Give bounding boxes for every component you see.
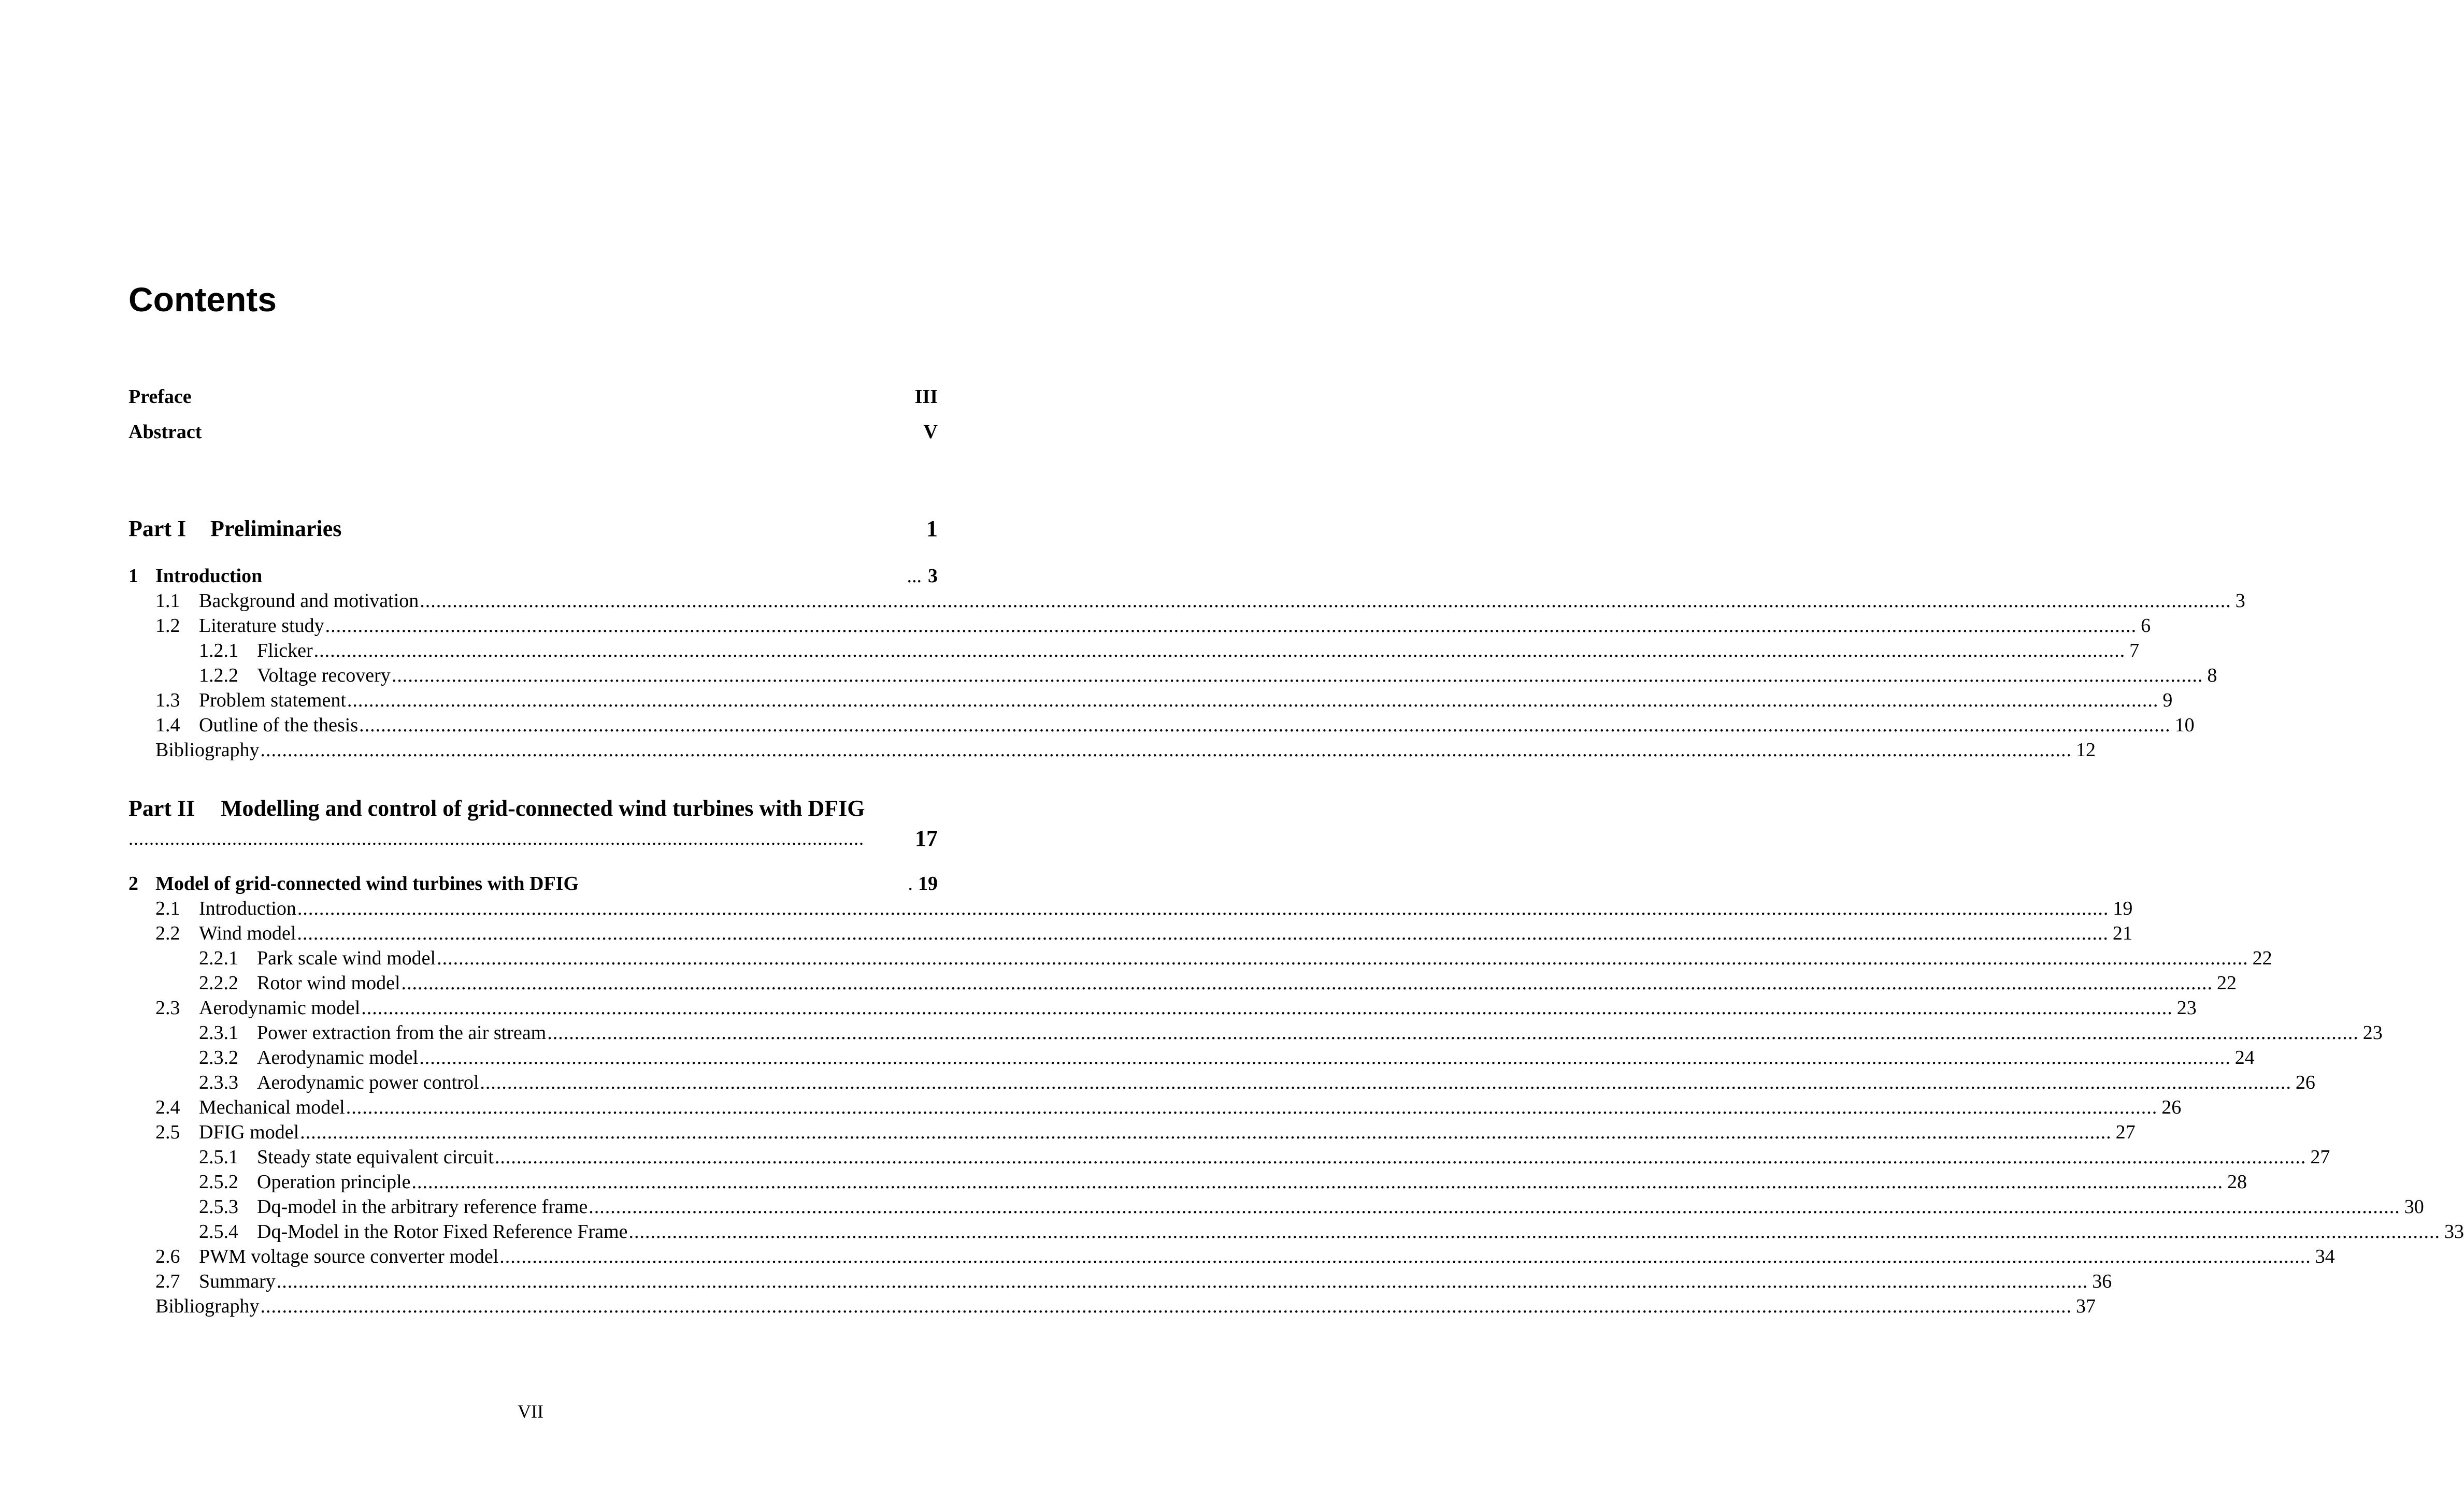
entry-page: III bbox=[914, 386, 938, 408]
entry-page: V bbox=[923, 421, 938, 443]
subsection-title: Rotor wind model bbox=[257, 971, 400, 995]
section-page: 27 bbox=[2115, 1121, 2136, 1143]
section-title: Introduction bbox=[199, 896, 296, 921]
section-title: Outline of the thesis bbox=[199, 713, 358, 738]
dot-leader bbox=[346, 1095, 2158, 1120]
section-title: Summary bbox=[199, 1269, 276, 1294]
toc-section-row[interactable] bbox=[155, 713, 2195, 738]
dot-leader bbox=[261, 1294, 2072, 1319]
dot-leader bbox=[589, 1194, 2400, 1219]
subsection-page: 22 bbox=[2217, 972, 2237, 994]
toc-section-row[interactable] bbox=[155, 613, 2151, 638]
section-number: 1.2 bbox=[155, 615, 180, 637]
toc-section-row[interactable] bbox=[155, 1269, 2112, 1294]
toc-section-row[interactable] bbox=[155, 588, 2245, 613]
part-page: 1 bbox=[926, 516, 938, 541]
toc-section-row[interactable] bbox=[155, 688, 2173, 713]
part-number: Part II bbox=[128, 796, 195, 821]
section-page: 9 bbox=[2162, 689, 2173, 711]
toc-section-row[interactable] bbox=[155, 921, 2132, 946]
section-page: 10 bbox=[2174, 714, 2195, 736]
section-title: Bibliography bbox=[155, 738, 260, 762]
chapter-title: Introduction bbox=[155, 564, 262, 588]
dot-leader bbox=[297, 921, 2109, 946]
section-number: 1.4 bbox=[155, 714, 180, 736]
subsection-title: Aerodynamic model bbox=[257, 1045, 418, 1070]
section-page: 6 bbox=[2141, 615, 2151, 637]
toc-subsection-row[interactable] bbox=[199, 1145, 2330, 1170]
toc-bibliography-row[interactable] bbox=[155, 1294, 2096, 1319]
subsection-number: 2.5.3 bbox=[199, 1196, 238, 1218]
section-title: PWM voltage source converter model bbox=[199, 1244, 498, 1269]
chapter-leader: . bbox=[908, 873, 913, 894]
chapter-page: 3 bbox=[928, 565, 938, 587]
section-number: 2.4 bbox=[155, 1096, 180, 1118]
subsection-page: 33 bbox=[2444, 1221, 2464, 1243]
dot-leader bbox=[437, 946, 2248, 971]
subsection-number: 2.3.1 bbox=[199, 1022, 238, 1044]
page-title: Contents bbox=[128, 280, 277, 319]
subsection-title: Aerodynamic power control bbox=[257, 1070, 479, 1095]
section-number: 1.3 bbox=[155, 689, 180, 711]
dot-leader bbox=[359, 713, 2171, 738]
section-number: 2.3 bbox=[155, 997, 180, 1019]
toc-subsection-row[interactable] bbox=[199, 971, 2237, 995]
section-number: 1.1 bbox=[155, 590, 180, 612]
subsection-page: 28 bbox=[2227, 1171, 2247, 1193]
dot-leader bbox=[325, 613, 2137, 638]
chapter-title: Model of grid-connected wind turbines with DFIG bbox=[155, 871, 579, 896]
section-page: 37 bbox=[2076, 1295, 2096, 1317]
part-title: Modelling and control of grid-connected wind turbines with DFIG bbox=[221, 796, 865, 821]
dot-leader bbox=[300, 1120, 2112, 1145]
subsection-title: Operation principle bbox=[257, 1170, 411, 1194]
subsection-number: 2.2.2 bbox=[199, 972, 238, 994]
subsection-title: Steady state equivalent circuit bbox=[257, 1145, 494, 1170]
chapter-number: 2 bbox=[128, 873, 138, 894]
subsection-number: 2.3.2 bbox=[199, 1047, 238, 1069]
toc-entry-abstract[interactable] bbox=[128, 416, 938, 448]
toc-subsection-row[interactable] bbox=[199, 1170, 2247, 1194]
subsection-page: 26 bbox=[2295, 1072, 2315, 1093]
toc-subsection-row[interactable] bbox=[199, 663, 2217, 688]
subsection-title: Park scale wind model bbox=[257, 946, 436, 971]
dot-leader bbox=[628, 1219, 2440, 1244]
dot-leader bbox=[392, 663, 2203, 688]
section-number: 2.1 bbox=[155, 898, 180, 919]
section-title: Mechanical model bbox=[199, 1095, 345, 1120]
chapter-number: 1 bbox=[128, 565, 138, 587]
part-heading[interactable] bbox=[128, 511, 938, 547]
subsection-page: 30 bbox=[2404, 1196, 2424, 1218]
section-title: Literature study bbox=[199, 613, 324, 638]
section-page: 26 bbox=[2161, 1096, 2182, 1118]
subsection-number: 2.2.1 bbox=[199, 947, 238, 969]
section-number: 2.6 bbox=[155, 1246, 180, 1267]
toc-entry-preface[interactable] bbox=[128, 381, 938, 412]
dot-leader bbox=[297, 896, 2109, 921]
subsection-title: Dq-model in the arbitrary reference frame bbox=[257, 1194, 588, 1219]
dot-leader bbox=[499, 1244, 2311, 1269]
dot-leader bbox=[420, 588, 2231, 613]
toc-subsection-row[interactable] bbox=[199, 638, 2140, 663]
section-title: Wind model bbox=[199, 921, 296, 946]
section-number: 2.5 bbox=[155, 1121, 180, 1143]
subsection-title: Voltage recovery bbox=[257, 663, 391, 688]
section-page: 12 bbox=[2076, 739, 2096, 761]
entry-title: Abstract bbox=[128, 421, 202, 443]
subsection-page: 24 bbox=[2234, 1047, 2255, 1069]
part-heading-continuation bbox=[128, 820, 938, 857]
toc-chapter-row[interactable] bbox=[128, 871, 938, 896]
section-number: 2.2 bbox=[155, 922, 180, 944]
toc-chapter-row[interactable] bbox=[128, 564, 938, 588]
subsection-title: Dq-Model in the Rotor Fixed Reference Frame bbox=[257, 1219, 627, 1244]
toc-section-row[interactable] bbox=[155, 1095, 2182, 1120]
dot-leader bbox=[547, 1020, 2359, 1045]
subsection-page: 7 bbox=[2129, 640, 2140, 661]
dot-leader bbox=[495, 1145, 2307, 1170]
subsection-title: Power extraction from the air stream bbox=[257, 1020, 546, 1045]
subsection-page: 27 bbox=[2310, 1146, 2330, 1168]
subsection-number: 1.2.1 bbox=[199, 640, 238, 661]
page-number-footer: VII bbox=[518, 1401, 543, 1422]
part-page: 17 bbox=[915, 826, 938, 851]
toc-subsection-row[interactable] bbox=[199, 1219, 2464, 1244]
toc-section-row[interactable] bbox=[155, 1244, 2335, 1269]
subsection-page: 23 bbox=[2362, 1022, 2383, 1044]
dot-leader bbox=[261, 738, 2072, 762]
subsection-number: 2.3.3 bbox=[199, 1072, 238, 1093]
toc-subsection-row[interactable] bbox=[199, 1045, 2255, 1070]
section-page: 23 bbox=[2176, 997, 2197, 1019]
toc-section-row[interactable] bbox=[155, 896, 2133, 921]
section-title: Aerodynamic model bbox=[199, 995, 360, 1020]
section-page: 21 bbox=[2112, 922, 2132, 944]
toc-subsection-row[interactable] bbox=[199, 1070, 2315, 1095]
section-page: 34 bbox=[2315, 1246, 2335, 1267]
dot-leader bbox=[419, 1045, 2231, 1070]
section-page: 36 bbox=[2092, 1271, 2112, 1292]
subsection-number: 2.5.2 bbox=[199, 1171, 238, 1193]
subsection-number: 2.5.4 bbox=[199, 1221, 238, 1243]
dot-leader bbox=[277, 1269, 2088, 1294]
chapter-leader: ... bbox=[907, 565, 922, 587]
part-title: Preliminaries bbox=[210, 516, 342, 541]
chapter-page: 19 bbox=[918, 873, 938, 894]
toc-section-row[interactable] bbox=[155, 1120, 2136, 1145]
dot-leader bbox=[412, 1170, 2224, 1194]
section-title: Bibliography bbox=[155, 1294, 260, 1319]
section-title: Background and motivation bbox=[199, 588, 419, 613]
subsection-title: Flicker bbox=[257, 638, 313, 663]
dot-leader bbox=[480, 1070, 2291, 1095]
dot-leader bbox=[314, 638, 2126, 663]
toc-subsection-row[interactable] bbox=[199, 1194, 2424, 1219]
section-number: 2.7 bbox=[155, 1271, 180, 1292]
toc-bibliography-row[interactable] bbox=[155, 738, 2096, 762]
section-title: Problem statement bbox=[199, 688, 346, 713]
section-page: 3 bbox=[2235, 590, 2245, 612]
subsection-page: 8 bbox=[2207, 665, 2217, 686]
toc-section-row[interactable] bbox=[155, 995, 2197, 1020]
toc-subsection-row[interactable] bbox=[199, 946, 2272, 971]
subsection-number: 1.2.2 bbox=[199, 665, 238, 686]
dot-leader bbox=[402, 971, 2213, 995]
dot-leader: .............................................................................................................................................. bbox=[128, 828, 864, 849]
toc-subsection-row[interactable] bbox=[199, 1020, 2383, 1045]
part-number: Part I bbox=[128, 516, 187, 541]
section-page: 19 bbox=[2113, 898, 2133, 919]
subsection-page: 22 bbox=[2252, 947, 2272, 969]
dot-leader bbox=[347, 688, 2159, 713]
section-title: DFIG model bbox=[199, 1120, 299, 1145]
subsection-number: 2.5.1 bbox=[199, 1146, 238, 1168]
dot-leader bbox=[361, 995, 2173, 1020]
entry-title: Preface bbox=[128, 386, 192, 408]
